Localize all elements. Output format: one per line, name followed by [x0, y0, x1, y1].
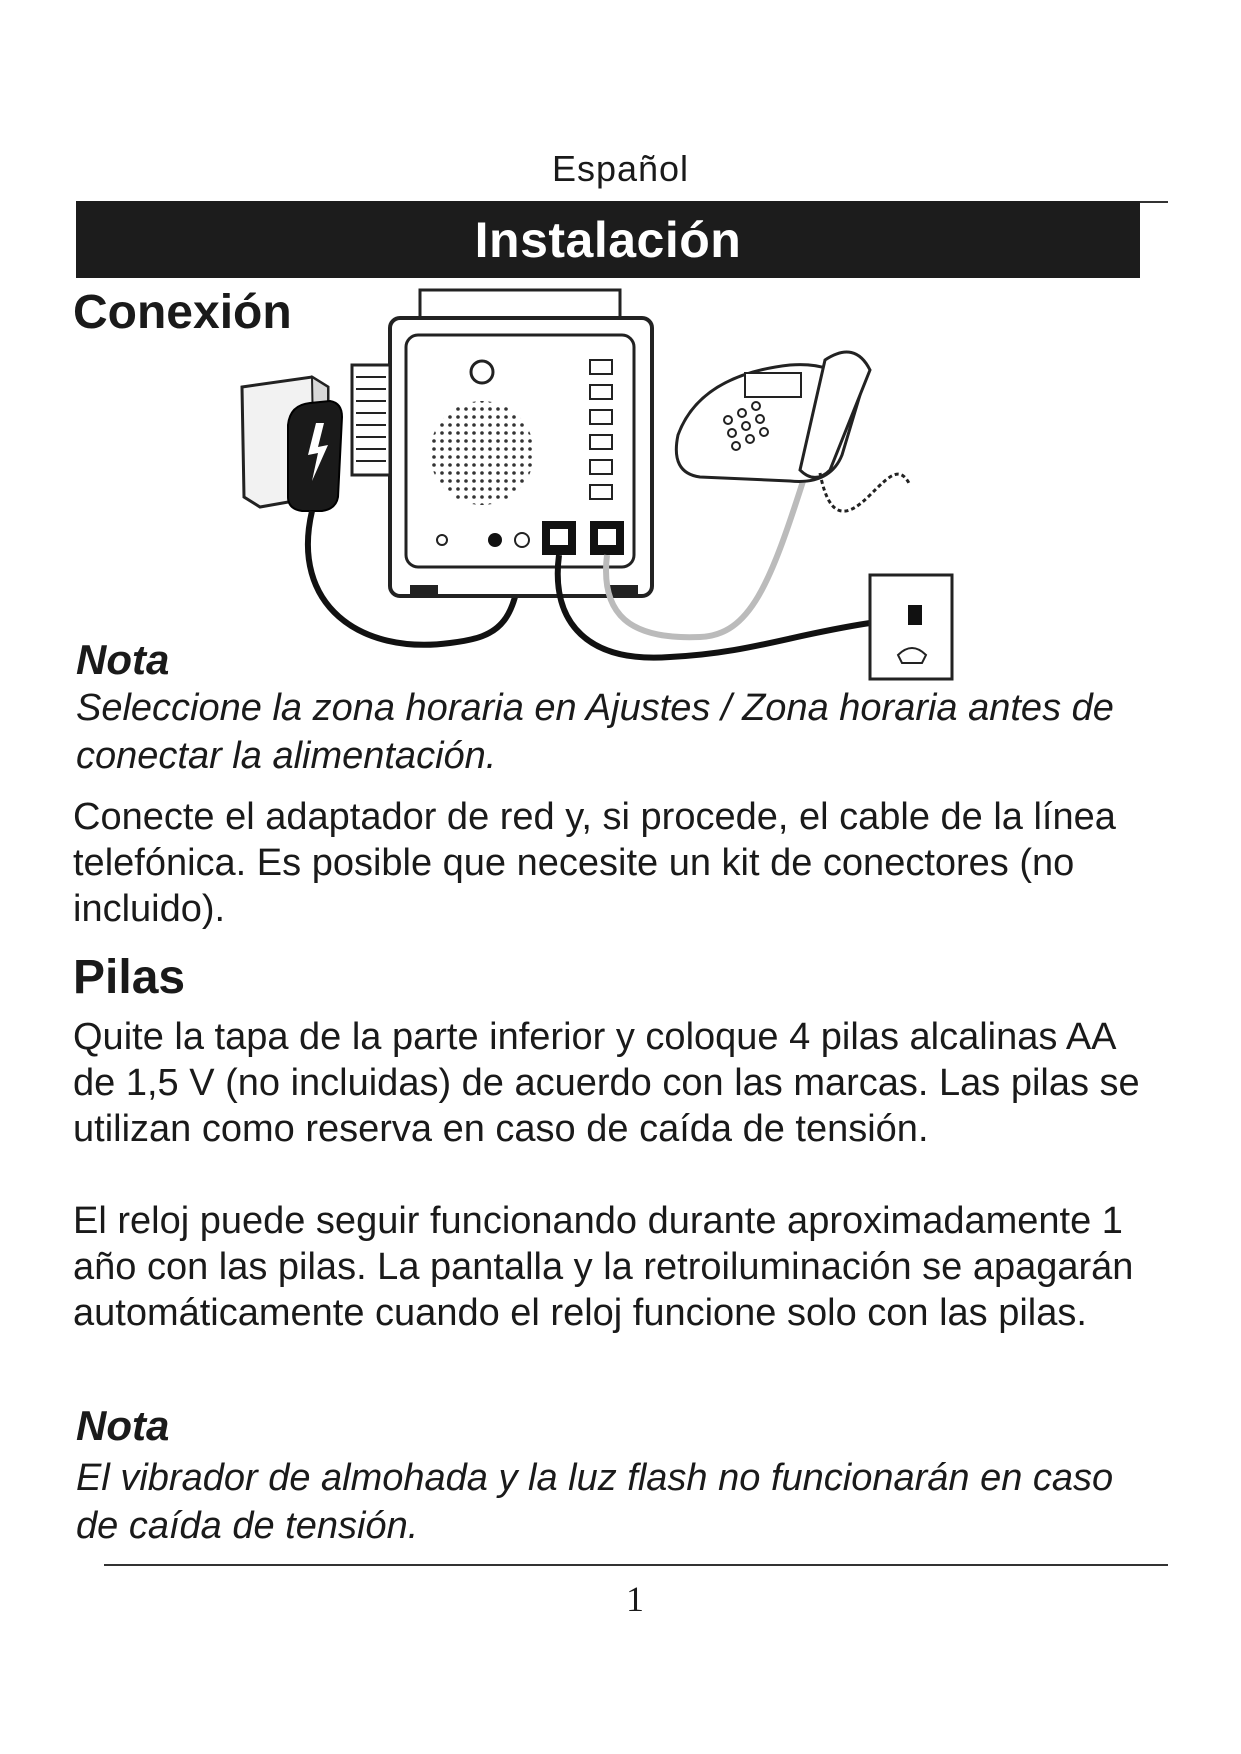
batteries-note-title: Nota: [76, 1402, 170, 1449]
connection-note-title: Nota: [76, 636, 170, 683]
connection-diagram: [230, 285, 1010, 685]
section-header: [76, 201, 1140, 278]
telephone-icon: [676, 352, 910, 511]
device-back-panel-icon: [352, 290, 652, 597]
phone-wall-jack-icon: [870, 575, 952, 679]
bottom-divider: [104, 1564, 1168, 1566]
batteries-body-1: Quite la tapa de la parte inferior y coloque 4 pilas alcalinas AA de 1,5 V (no incluidas) de acuerdo con las marcas. Las pilas se utilizan como reserva en caso de caída de tensión.: [73, 1016, 1140, 1150]
connection-body: Conecte el adaptador de red y, si procede, el cable de la línea telefónica. Es posible que necesite un kit de conectores (no incluido).: [73, 796, 1116, 930]
connection-heading: Conexión: [73, 286, 292, 339]
batteries-body-2: El reloj puede seguir funcionando durante aproximadamente 1 año con las pilas. La pantalla y la retroiluminación se apagarán automáticamente cuando el reloj funcione solo con las pilas.: [73, 1200, 1134, 1334]
power-adapter-icon: [288, 401, 342, 511]
batteries-note-text: El vibrador de almohada y la luz flash no funcionarán en caso de caída de tensión.: [76, 1457, 1114, 1547]
connection-note-text: Seleccione la zona horaria en Ajustes / Zona horaria antes de conectar la alimentación.: [76, 687, 1114, 777]
batteries-heading: Pilas: [73, 951, 186, 1004]
language-label: Español: [551, 148, 690, 189]
page-number: 1: [626, 1579, 644, 1619]
section-title: Instalación: [474, 211, 742, 268]
